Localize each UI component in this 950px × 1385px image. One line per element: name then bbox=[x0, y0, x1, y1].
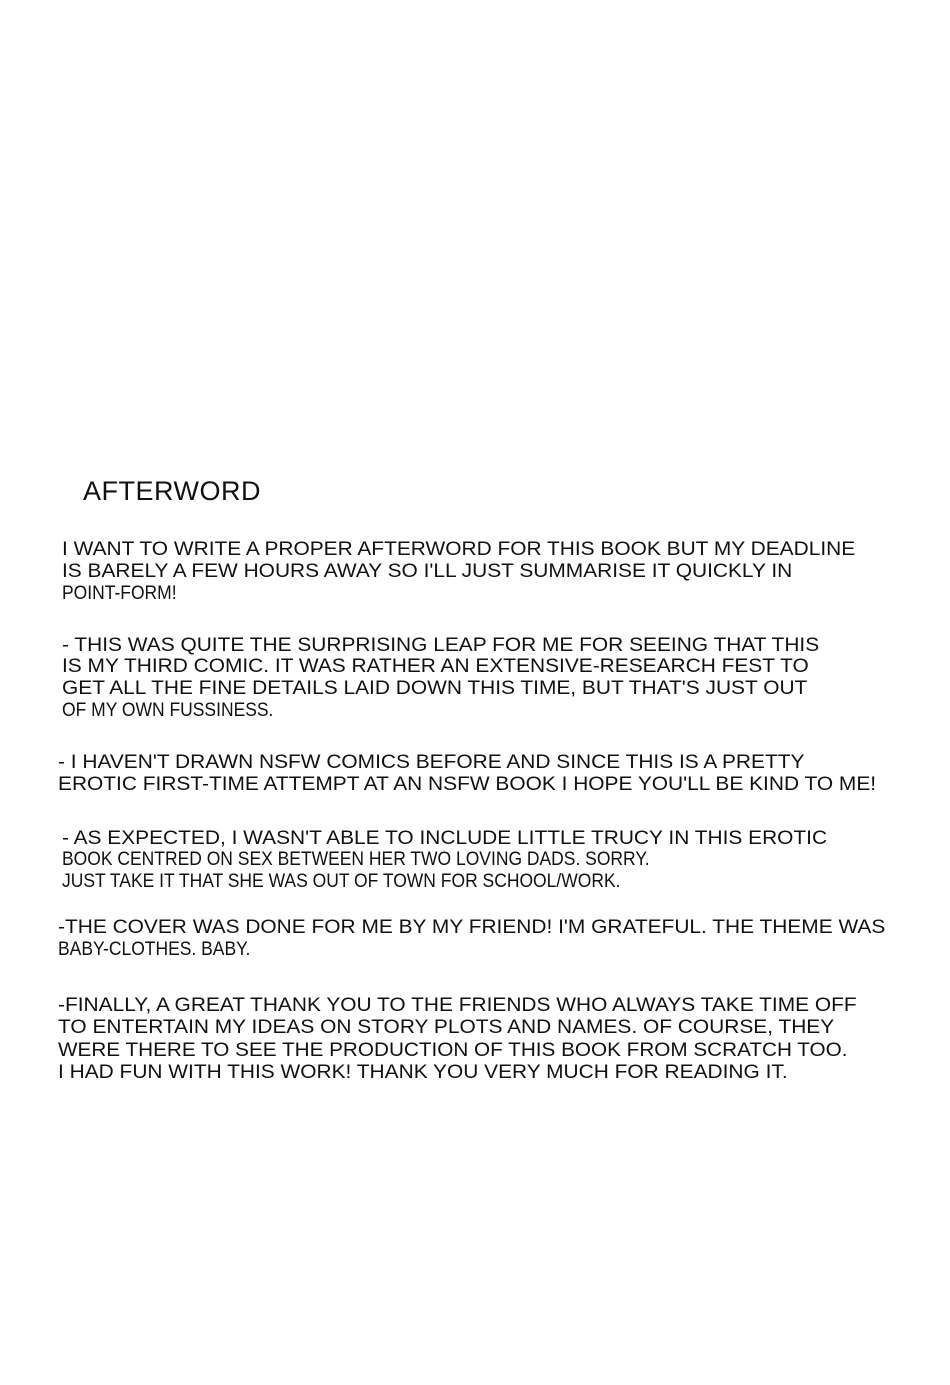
text-line: TO ENTERTAIN MY IDEAS ON STORY PLOTS AND NAMES. OF COURSE, THEY bbox=[58, 1017, 835, 1038]
text-line: OF MY OWN FUSSINESS. bbox=[62, 700, 274, 721]
text-line: -THE COVER WAS DONE FOR ME BY MY FRIEND! I'M GRATEFUL. THE THEME WAS bbox=[58, 917, 886, 938]
text-line: EROTIC FIRST-TIME ATTEMPT AT AN NSFW BOOK I HOPE YOU'LL BE KIND TO ME! bbox=[58, 774, 877, 795]
text-line: - AS EXPECTED, I WASN'T ABLE TO INCLUDE LITTLE TRUCY IN THIS EROTIC bbox=[62, 828, 828, 849]
text-line: I WANT TO WRITE A PROPER AFTERWORD FOR THIS BOOK BUT MY DEADLINE bbox=[62, 539, 856, 560]
text-line: - I HAVEN'T DRAWN NSFW COMICS BEFORE AND SINCE THIS IS A PRETTY bbox=[58, 752, 805, 773]
text-line: GET ALL THE FINE DETAILS LAID DOWN THIS TIME, BUT THAT'S JUST OUT bbox=[62, 678, 808, 699]
text-line: -FINALLY, A GREAT THANK YOU TO THE FRIENDS WHO ALWAYS TAKE TIME OFF bbox=[58, 995, 857, 1016]
text-line: IS BARELY A FEW HOURS AWAY SO I'LL JUST SUMMARISE IT QUICKLY IN bbox=[62, 561, 793, 582]
text-line: - THIS WAS QUITE THE SURPRISING LEAP FOR ME FOR SEEING THAT THIS bbox=[62, 635, 820, 656]
afterword-heading: AFTERWORD bbox=[83, 476, 261, 506]
text-line: POINT-FORM! bbox=[62, 583, 177, 604]
text-line: WERE THERE TO SEE THE PRODUCTION OF THIS BOOK FROM SCRATCH TOO. bbox=[58, 1040, 848, 1061]
text-line: I HAD FUN WITH THIS WORK! THANK YOU VERY MUCH FOR READING IT. bbox=[58, 1062, 788, 1083]
text-line: JUST TAKE IT THAT SHE WAS OUT OF TOWN FOR SCHOOL/WORK. bbox=[62, 871, 621, 892]
text-line: BABY-CLOTHES. BABY. bbox=[58, 939, 251, 960]
text-line: IS MY THIRD COMIC. IT WAS RATHER AN EXTENSIVE-RESEARCH FEST TO bbox=[62, 656, 809, 677]
text-line: BOOK CENTRED ON SEX BETWEEN HER TWO LOVING DADS. SORRY. bbox=[62, 849, 650, 870]
